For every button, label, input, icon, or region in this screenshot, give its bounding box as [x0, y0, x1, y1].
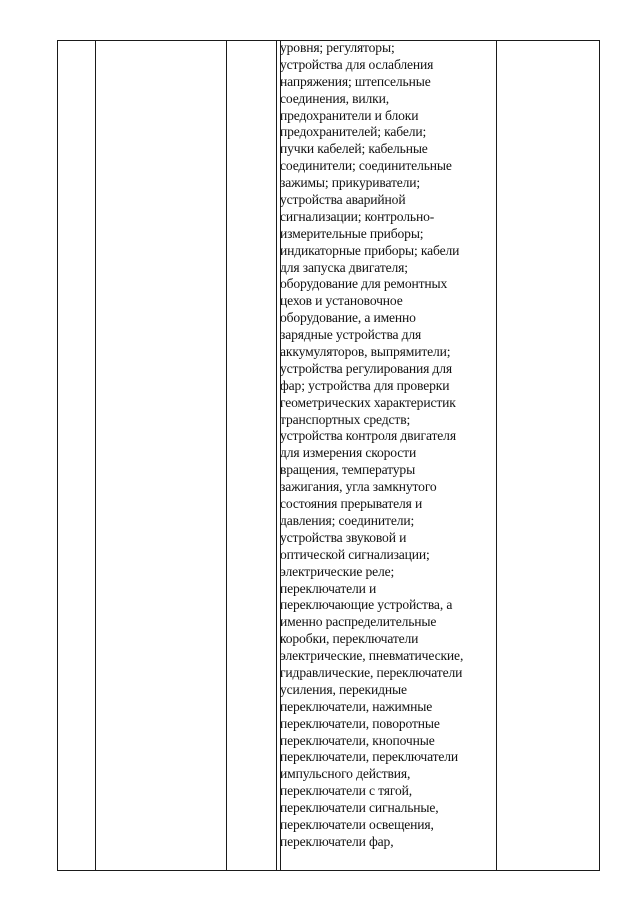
text-line: переключающие устройства, а [280, 597, 453, 613]
table-bottom-border [57, 870, 600, 871]
text-line: электрические реле; [280, 563, 395, 579]
column-divider-3 [276, 40, 277, 871]
text-line: переключатели, кнопочные [280, 732, 435, 748]
text-line: переключатели, поворотные [280, 715, 440, 731]
text-line: соединения, вилки, [280, 90, 390, 106]
text-line: цехов и установочное [280, 293, 403, 309]
text-line: переключатели, нажимные [280, 698, 433, 714]
text-line: вращения, температуры [280, 462, 416, 478]
text-line: устройства аварийной [280, 192, 406, 208]
text-line: зажимы; прикуриватели; [280, 175, 421, 191]
text-line: для измерения скорости [280, 445, 417, 461]
text-line: электрические, пневматические, [280, 648, 464, 664]
text-line: переключатели освещения, [280, 816, 434, 832]
text-line: аккумуляторов, выпрямители; [280, 344, 451, 360]
text-line: переключатели с тягой, [280, 783, 412, 799]
text-line: зарядные устройства для [280, 327, 422, 343]
text-line: предохранители и блоки [280, 107, 419, 123]
text-line: устройства регулирования для [280, 360, 452, 376]
text-line: оптической сигнализации; [280, 546, 430, 562]
text-line: сигнализации; контрольно- [280, 208, 435, 224]
text-line: устройства контроля двигателя [280, 428, 456, 444]
text-line: зажигания, угла замкнутого [280, 479, 437, 495]
goods-list-cell [280, 40, 498, 851]
text-line: напряжения; штепсельные [280, 73, 431, 89]
text-line: устройства для ослабления [280, 56, 434, 72]
text-line: давления; соединители; [280, 512, 415, 528]
text-line: переключатели сигнальные, [280, 800, 439, 816]
text-line: индикаторные приборы; кабели [280, 242, 460, 258]
text-line: именно распределительные [280, 614, 437, 630]
column-divider-2 [226, 40, 227, 871]
text-line: для запуска двигателя; [280, 259, 408, 275]
text-line: геометрических характеристик [280, 394, 456, 410]
text-line: переключатели и [280, 580, 377, 596]
text-line: фар; устройства для проверки [280, 377, 450, 393]
text-line: оборудование для ремонтных [280, 276, 448, 292]
text-line: коробки, переключатели [280, 631, 419, 647]
text-line: гидравлические, переключатели [280, 664, 463, 680]
text-line: транспортных средств; [280, 411, 411, 427]
text-line: импульсного действия, [280, 766, 411, 782]
text-line: состояния прерывателя и [280, 496, 423, 512]
text-line: измерительные приборы; [280, 225, 424, 241]
text-line: усиления, перекидные [280, 681, 407, 697]
text-line: пучки кабелей; кабельные [280, 141, 428, 157]
text-line: оборудование, а именно [280, 310, 416, 326]
text-line: соединители; соединительные [280, 158, 452, 174]
text-line: уровня; регуляторы; [280, 40, 395, 55]
table-left-border [57, 40, 58, 871]
text-line: переключатели фар, [280, 833, 394, 849]
column-divider-1 [95, 40, 96, 871]
text-line: предохранителей; кабели; [280, 124, 427, 140]
table-right-border [599, 40, 600, 871]
text-line: переключатели, переключатели [280, 749, 459, 765]
text-line: устройства звуковой и [280, 529, 407, 545]
